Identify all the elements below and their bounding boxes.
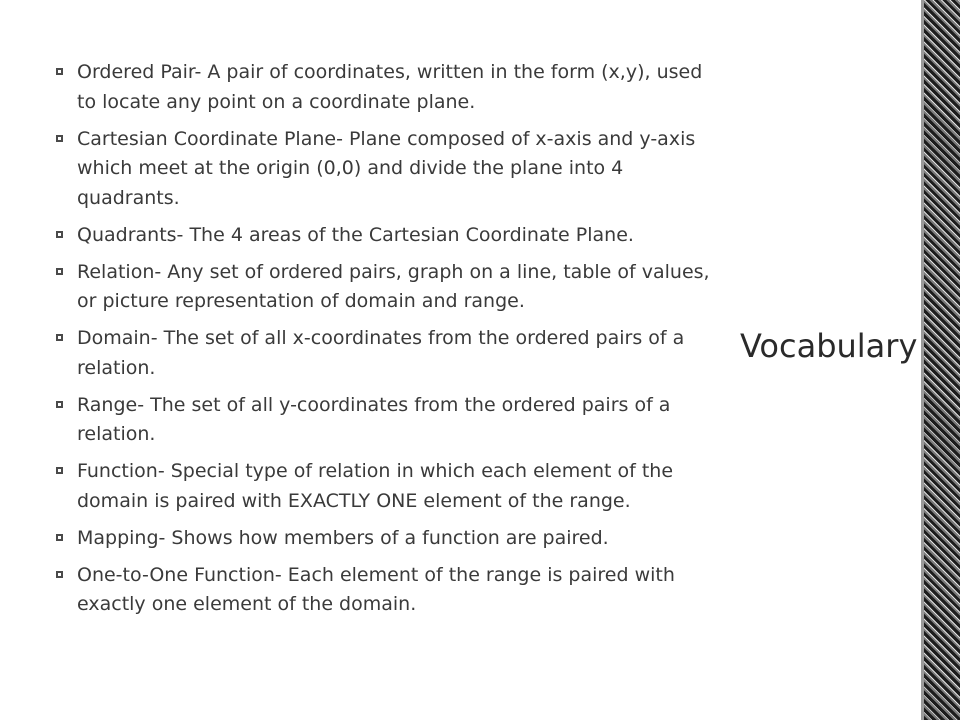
bullet-text: Relation- Any set of ordered pairs, graph on a line, table of values, or picture representation of domain and range.	[77, 260, 710, 312]
square-bullet-icon	[56, 231, 63, 238]
bullet-text: Mapping- Shows how members of a function are paired.	[77, 526, 609, 549]
bullet-text: Domain- The set of all x-coordinates from the ordered pairs of a relation.	[77, 327, 685, 379]
decorative-side-band	[924, 0, 960, 720]
list-item	[56, 524, 716, 554]
bullet-text: Range- The set of all y-coordinates from the ordered pairs of a relation.	[77, 393, 671, 445]
vocabulary-list	[56, 58, 716, 627]
square-bullet-icon	[56, 68, 63, 75]
list-item	[56, 324, 716, 383]
bullet-text: Cartesian Coordinate Plane- Plane composed of x-axis and y-axis which meet at the origin (0,0) and divide the plane into 4 quadrants.	[77, 127, 696, 209]
square-bullet-icon	[56, 534, 63, 541]
square-bullet-icon	[56, 268, 63, 275]
bullet-text: One-to-One Function- Each element of the range is paired with exactly one element of the domain.	[77, 563, 675, 615]
square-bullet-icon	[56, 467, 63, 474]
bullet-text: Ordered Pair- A pair of coordinates, written in the form (x,y), used to locate any point on a coordinate plane.	[77, 61, 703, 113]
list-item	[56, 125, 716, 214]
list-item	[56, 258, 716, 317]
slide-title: Vocabulary	[740, 327, 918, 365]
square-bullet-icon	[56, 334, 63, 341]
square-bullet-icon	[56, 401, 63, 408]
bullet-text: Function- Special type of relation in which each element of the domain is paired with EXACTLY ONE element of the range.	[77, 460, 674, 512]
list-item	[56, 561, 716, 620]
list-item	[56, 58, 716, 117]
square-bullet-icon	[56, 571, 63, 578]
list-item	[56, 391, 716, 450]
square-bullet-icon	[56, 135, 63, 142]
list-item	[56, 221, 716, 251]
list-item	[56, 457, 716, 516]
bullet-text: Quadrants- The 4 areas of the Cartesian Coordinate Plane.	[77, 223, 634, 246]
